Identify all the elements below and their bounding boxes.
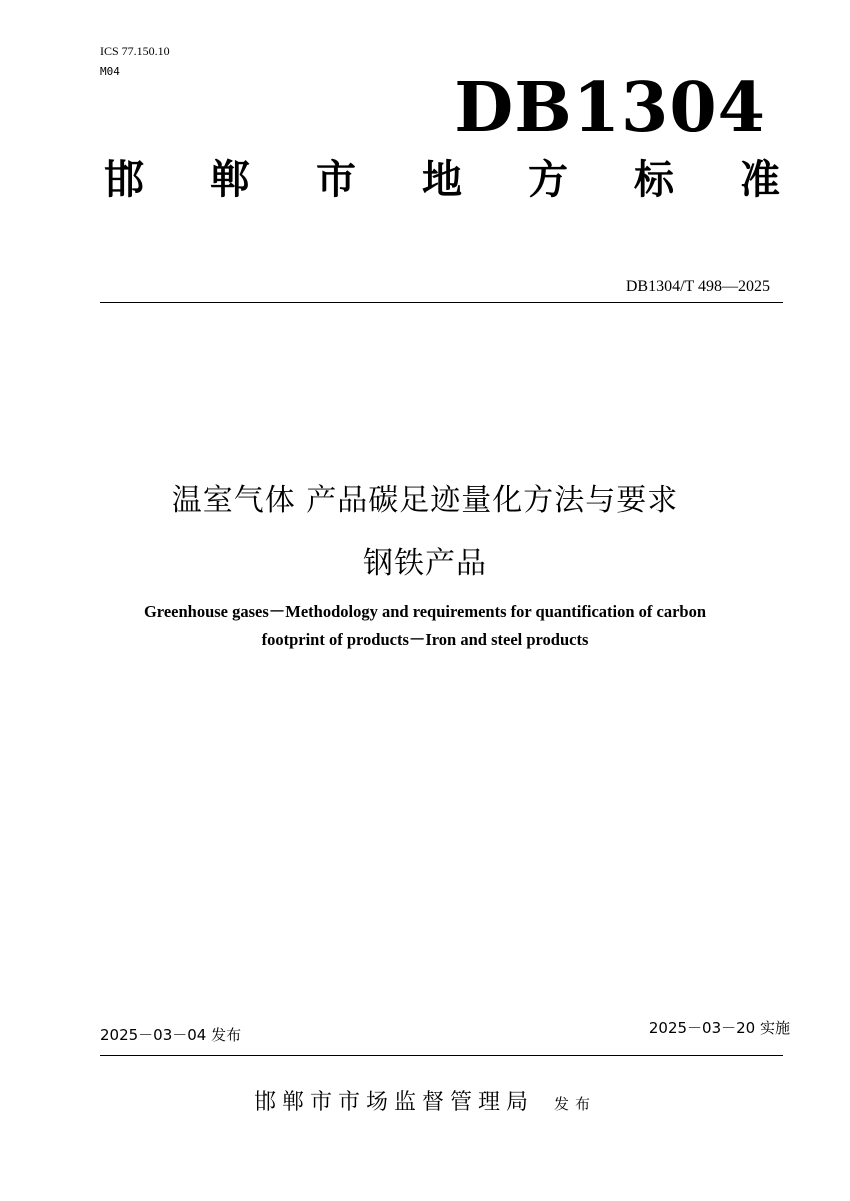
publisher-name: 邯郸市市场监督管理局 — [253, 1090, 534, 1115]
standard-type-char: 准 — [740, 156, 780, 203]
standard-logo: DB1304 — [454, 68, 766, 148]
issue-date: 2025－03－04 发布 — [100, 1026, 242, 1044]
top-divider — [100, 302, 783, 303]
standard-type-heading — [104, 152, 780, 208]
ics-code: ICS 77.150.10 — [100, 44, 170, 58]
title-english-line1: Greenhouse gases－Methodology and requirements for quantification of carbon — [143, 602, 707, 621]
standard-type-char: 郸 — [210, 156, 250, 203]
title-english-line2: footprint of products－Iron and steel products — [261, 630, 589, 649]
standard-type-char: 方 — [528, 156, 568, 203]
standard-number: DB1304/T 498—2025 — [625, 278, 770, 295]
title-chinese-line1: 温室气体 产品碳足迹量化方法与要求 — [171, 483, 679, 518]
bottom-divider — [100, 1055, 783, 1056]
implementation-date: 2025－03－20 实施 — [648, 1019, 790, 1037]
standard-type-char: 市 — [316, 156, 356, 203]
publisher-line — [0, 1086, 850, 1121]
standard-type-char: 邯 — [104, 156, 144, 203]
publish-label: 发布 — [554, 1095, 597, 1113]
standard-type-char: 标 — [634, 156, 674, 203]
category-code: M04 — [100, 65, 120, 78]
title-chinese-line2: 钢铁产品 — [363, 546, 487, 581]
standard-type-char: 地 — [422, 156, 462, 203]
